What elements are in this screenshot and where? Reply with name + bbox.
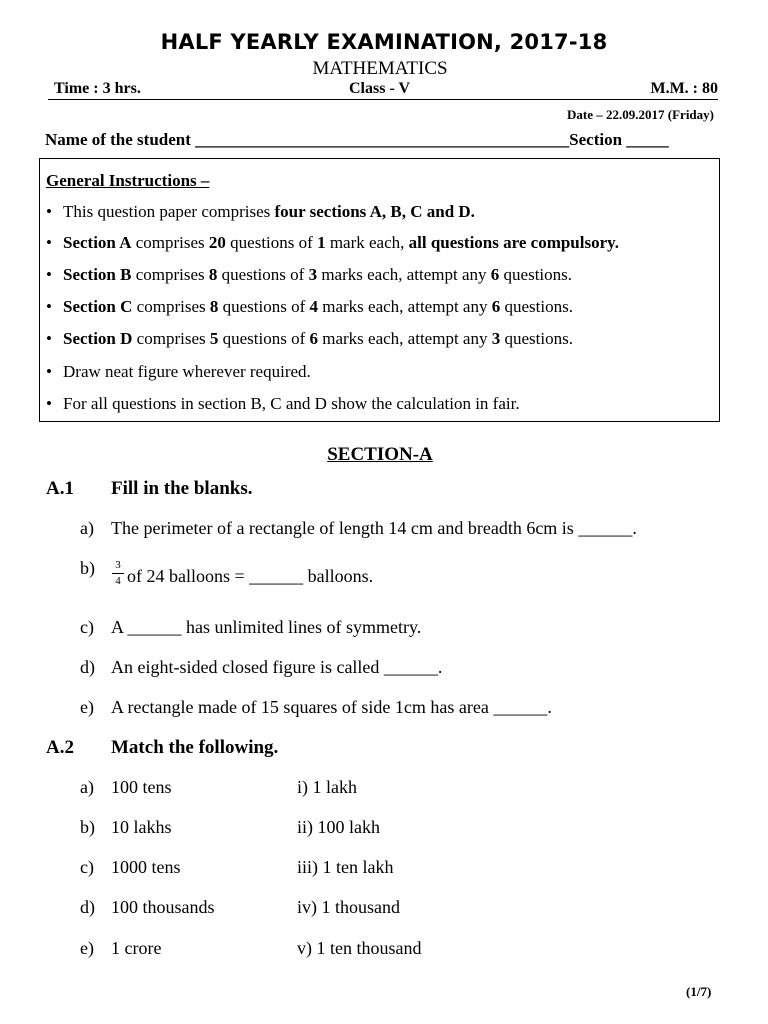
question-number: A.1 <box>46 478 74 499</box>
instructions-title: General Instructions – <box>46 171 210 190</box>
fill-blank-item: of 24 balloons = ______ balloons. <box>127 566 374 586</box>
fraction-denominator: 4 <box>115 575 121 587</box>
exam-time: Time : 3 hrs. <box>54 80 141 97</box>
exam-title: HALF YEARLY EXAMINATION, 2017-18 <box>160 30 608 54</box>
item-label: a) <box>80 518 94 538</box>
exam-class: Class - V <box>349 80 411 97</box>
exam-meta-row <box>48 80 718 100</box>
match-left: 1000 tens <box>111 857 181 877</box>
item-label: c) <box>80 857 94 877</box>
instruction-item: • Section A comprises 20 questions of 1 mark each, all questions are compulsory. <box>46 233 619 252</box>
fill-blank-item: An eight-sided closed figure is called ______. <box>111 657 443 677</box>
item-label: b) <box>80 558 95 578</box>
fraction-bar <box>112 573 124 574</box>
instruction-item: • Section C comprises 8 questions of 4 marks each, attempt any 6 questions. <box>46 297 573 316</box>
instructions-box <box>39 158 720 422</box>
max-marks: M.M. : 80 <box>650 80 718 97</box>
student-name-line: Name of the student ____________________________________________Section _____ <box>45 130 669 149</box>
match-left: 1 crore <box>111 938 162 958</box>
match-left: 100 thousands <box>111 897 215 917</box>
page-number: (1/7) <box>686 984 712 999</box>
instruction-item: • Draw neat figure wherever required. <box>46 362 311 381</box>
item-label: c) <box>80 617 94 637</box>
item-label: e) <box>80 938 94 958</box>
match-right: iii) 1 ten lakh <box>297 857 394 877</box>
fraction <box>111 559 125 588</box>
item-label: d) <box>80 897 95 917</box>
fill-blank-item: A rectangle made of 15 squares of side 1cm has area ______. <box>111 697 552 717</box>
subject-title: MATHEMATICS <box>312 58 448 79</box>
item-label: a) <box>80 777 94 797</box>
match-right: ii) 100 lakh <box>297 817 380 837</box>
instruction-item: • Section B comprises 8 questions of 3 marks each, attempt any 6 questions. <box>46 265 573 284</box>
instruction-item: • For all questions in section B, C and D show the calculation in fair. <box>46 394 520 413</box>
item-label: d) <box>80 657 95 677</box>
question-title: Match the following. <box>111 737 279 758</box>
match-right: v) 1 ten thousand <box>297 938 422 958</box>
question-title: Fill in the blanks. <box>111 478 253 499</box>
question-number: A.2 <box>46 737 74 758</box>
item-label: e) <box>80 697 94 717</box>
exam-date: Date – 22.09.2017 (Friday) <box>567 107 714 122</box>
match-left: 100 tens <box>111 777 172 797</box>
match-right: iv) 1 thousand <box>297 897 400 917</box>
section-a-title: SECTION-A <box>327 444 433 465</box>
fraction-numerator: 3 <box>115 559 121 571</box>
item-label: b) <box>80 817 95 837</box>
fill-blank-item: The perimeter of a rectangle of length 14 cm and breadth 6cm is ______. <box>111 518 637 538</box>
instruction-item: • This question paper comprises four sections A, B, C and D. <box>46 202 475 221</box>
match-right: i) 1 lakh <box>297 777 357 797</box>
instruction-item: • Section D comprises 5 questions of 6 marks each, attempt any 3 questions. <box>46 329 573 348</box>
match-left: 10 lakhs <box>111 817 172 837</box>
fill-blank-item: A ______ has unlimited lines of symmetry. <box>111 617 422 637</box>
